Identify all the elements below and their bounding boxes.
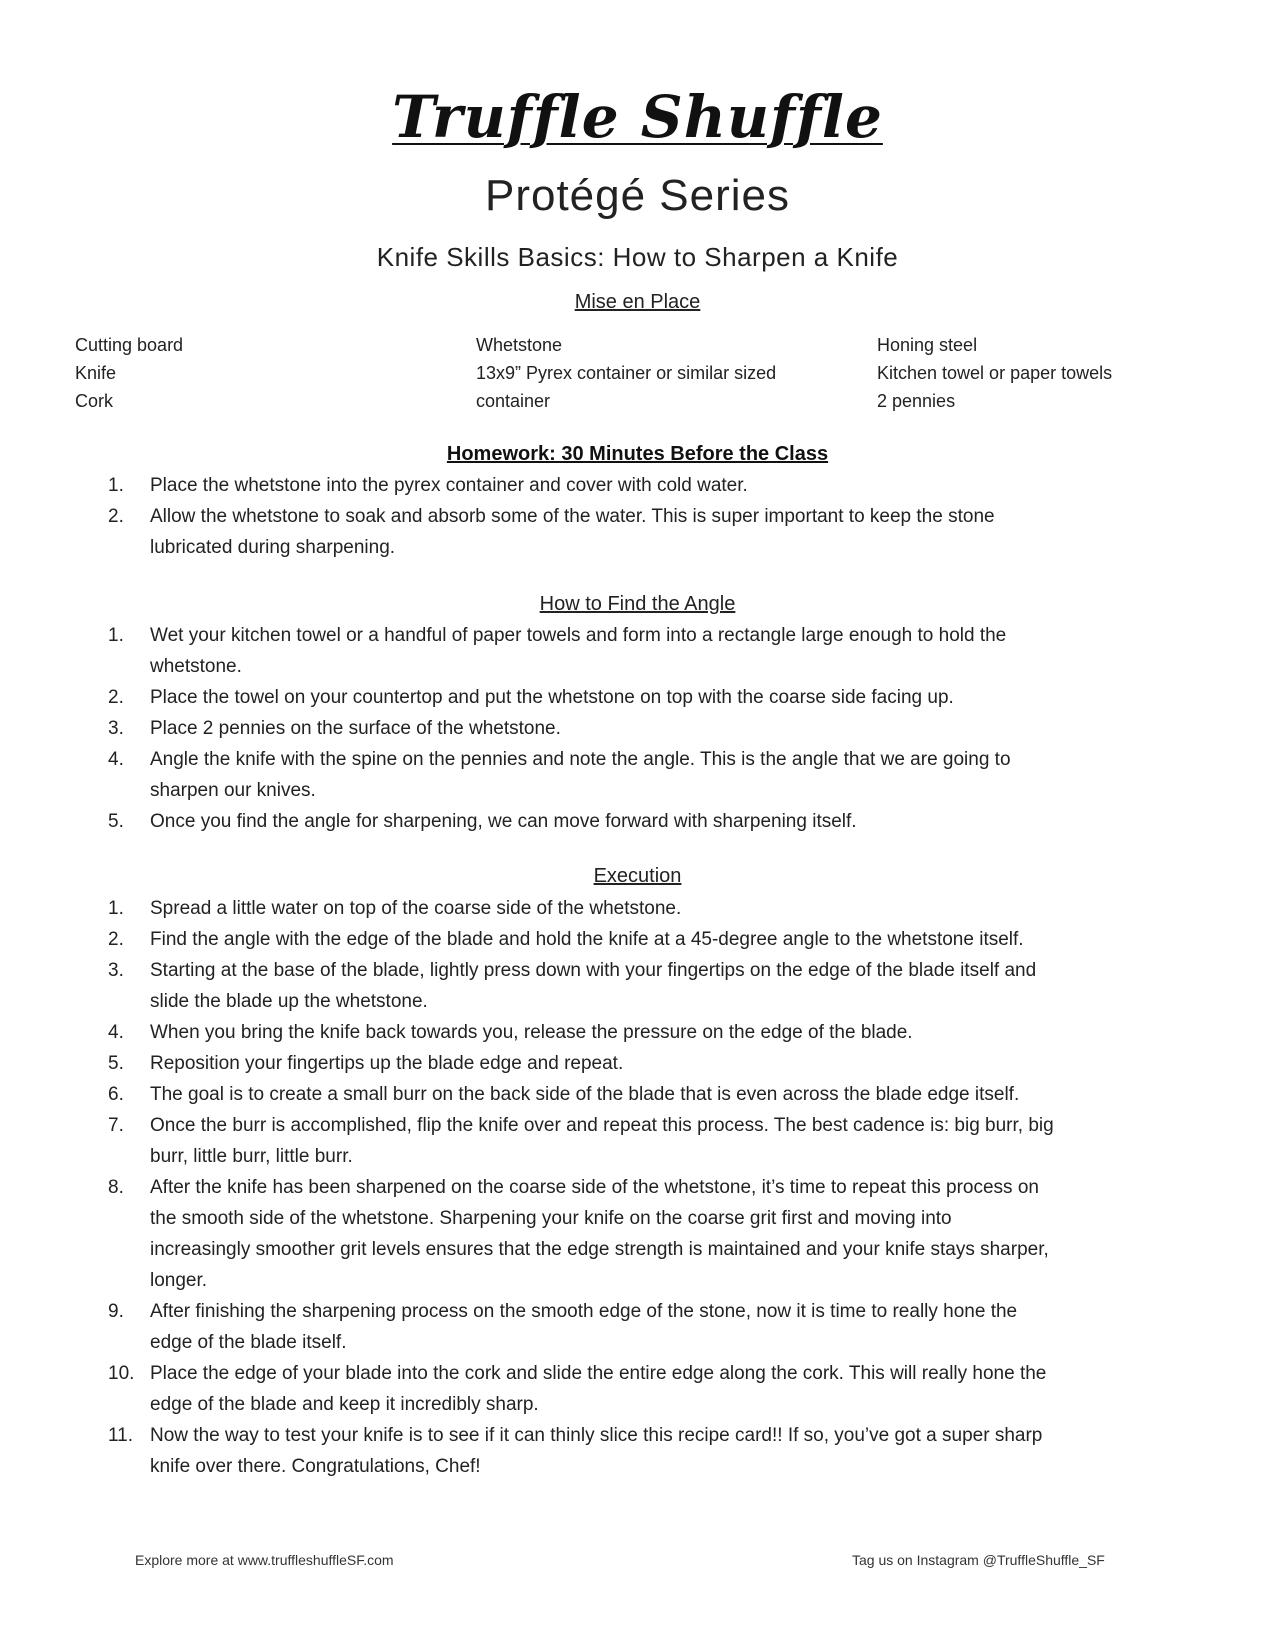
step-text-line: Once you find the angle for sharpening, we can move forward with sharpening itself. xyxy=(150,811,857,832)
step-text-line: burr, little burr, little burr. xyxy=(150,1146,353,1167)
step-number: 4. xyxy=(108,1022,124,1043)
list-item xyxy=(0,1358,1200,1420)
step-text-line: Starting at the base of the blade, lightly press down with your fingertips on the edge of the blade itself and xyxy=(150,960,1037,981)
step-text-line: Place the edge of your blade into the cork and slide the entire edge along the cork. This will really hone the xyxy=(150,1363,1047,1384)
step-text-line: Wet your kitchen towel or a handful of paper towels and form into a rectangle large enough to hold the xyxy=(150,625,1007,646)
list-item xyxy=(0,620,1200,682)
homework-steps xyxy=(0,470,1200,563)
step-number: 1. xyxy=(108,625,124,646)
list-item xyxy=(0,744,1200,806)
mise-item: Knife xyxy=(75,363,117,383)
step-number: 9. xyxy=(108,1301,124,1322)
step-number: 2. xyxy=(108,929,124,950)
brand-logo: Truffle Shuffle xyxy=(392,83,883,151)
step-text-line: Now the way to test your knife is to see if it can thinly slice this recipe card!! If so, you’ve got a super sharp xyxy=(150,1425,1043,1446)
step-text-line: Spread a little water on top of the coarse side of the whetstone. xyxy=(150,898,682,919)
list-item xyxy=(0,1017,1200,1048)
list-item xyxy=(0,682,1200,713)
mise-en-place-heading: Mise en Place xyxy=(574,291,701,313)
step-text-line: longer. xyxy=(150,1270,208,1291)
footer-instagram: Tag us on Instagram @TruffleShuffle_SF xyxy=(852,1552,1105,1568)
step-text-line: increasingly smoother grit levels ensures that the edge strength is maintained and your knife stays sharper, xyxy=(150,1239,1049,1260)
step-text-line: Place 2 pennies on the surface of the whetstone. xyxy=(150,718,561,739)
step-text-line: knife over there. Congratulations, Chef! xyxy=(150,1456,481,1477)
step-text-line: The goal is to create a small burr on the back side of the blade that is even across the blade edge itself. xyxy=(150,1084,1020,1105)
step-number: 2. xyxy=(108,687,124,708)
step-text-line: When you bring the knife back towards you, release the pressure on the edge of the blade. xyxy=(150,1022,913,1043)
step-text-line: Find the angle with the edge of the blade and hold the knife at a 45-degree angle to the whetstone itself. xyxy=(150,929,1024,950)
list-item xyxy=(0,1172,1200,1296)
step-number: 8. xyxy=(108,1177,124,1198)
step-text-line: Angle the knife with the spine on the pennies and note the angle. This is the angle that we are going to xyxy=(150,749,1011,770)
list-item xyxy=(0,893,1200,924)
step-text-line: slide the blade up the whetstone. xyxy=(150,991,428,1012)
step-text-line: Place the whetstone into the pyrex container and cover with cold water. xyxy=(150,475,748,496)
list-item xyxy=(0,1079,1200,1110)
step-number: 7. xyxy=(108,1115,124,1136)
step-text-line: lubricated during sharpening. xyxy=(150,537,396,558)
mise-item: container xyxy=(476,391,551,411)
step-number: 10. xyxy=(108,1363,135,1384)
step-text-line: Once the burr is accomplished, flip the knife over and repeat this process. The best cadence is: big burr, big xyxy=(150,1115,1054,1136)
footer-website: Explore more at www.truffleshuffleSF.com xyxy=(135,1552,394,1568)
mise-item: Whetstone xyxy=(476,335,563,355)
step-number: 5. xyxy=(108,1053,124,1074)
step-number: 1. xyxy=(108,898,124,919)
mise-item: Honing steel xyxy=(877,335,978,355)
step-number: 3. xyxy=(108,718,124,739)
list-item xyxy=(0,955,1200,1017)
list-item xyxy=(0,1296,1200,1358)
mise-column-2 xyxy=(476,331,776,415)
step-number: 11. xyxy=(108,1425,134,1446)
list-item xyxy=(0,1420,1200,1482)
step-number: 6. xyxy=(108,1084,124,1105)
step-text-line: After the knife has been sharpened on the coarse side of the whetstone, it’s time to repeat this process on xyxy=(150,1177,1039,1198)
step-number: 3. xyxy=(108,960,124,981)
list-item xyxy=(0,806,1200,837)
execution-heading: Execution xyxy=(593,865,682,887)
list-item xyxy=(0,470,1200,501)
page-subtitle: Knife Skills Basics: How to Sharpen a Knife xyxy=(376,242,899,272)
mise-item: Cutting board xyxy=(75,335,184,355)
mise-item: 2 pennies xyxy=(877,391,956,411)
homework-heading: Homework: 30 Minutes Before the Class xyxy=(446,443,829,465)
step-number: 2. xyxy=(108,506,124,527)
series-title: Protégé Series xyxy=(484,171,791,220)
step-text-line: sharpen our knives. xyxy=(150,780,316,801)
step-number: 5. xyxy=(108,811,124,832)
mise-item: Kitchen towel or paper towels xyxy=(877,363,1113,383)
step-text-line: Reposition your fingertips up the blade edge and repeat. xyxy=(150,1053,624,1074)
step-text-line: edge of the blade and keep it incredibly sharp. xyxy=(150,1394,539,1415)
find-angle-steps xyxy=(0,620,1200,837)
mise-item: 13x9” Pyrex container or similar sized xyxy=(476,363,777,383)
step-number: 4. xyxy=(108,749,124,770)
step-text-line: Allow the whetstone to soak and absorb some of the water. This is super important to keep the stone xyxy=(150,506,995,527)
find-angle-heading: How to Find the Angle xyxy=(539,593,736,615)
step-text-line: whetstone. xyxy=(150,656,242,677)
list-item xyxy=(0,924,1200,955)
step-number: 1. xyxy=(108,475,124,496)
mise-column-1 xyxy=(75,331,183,415)
step-text-line: Place the towel on your countertop and put the whetstone on top with the coarse side facing up. xyxy=(150,687,954,708)
mise-item: Cork xyxy=(75,391,114,411)
list-item xyxy=(0,1110,1200,1172)
execution-steps xyxy=(0,893,1200,1482)
mise-column-3 xyxy=(877,331,1112,415)
list-item xyxy=(0,501,1200,563)
step-text-line: the smooth side of the whetstone. Sharpening your knife on the coarse grit first and moving into xyxy=(150,1208,952,1229)
step-text-line: edge of the blade itself. xyxy=(150,1332,347,1353)
step-text-line: After finishing the sharpening process on the smooth edge of the stone, now it is time to really hone the xyxy=(150,1301,1018,1322)
list-item xyxy=(0,713,1200,744)
list-item xyxy=(0,1048,1200,1079)
